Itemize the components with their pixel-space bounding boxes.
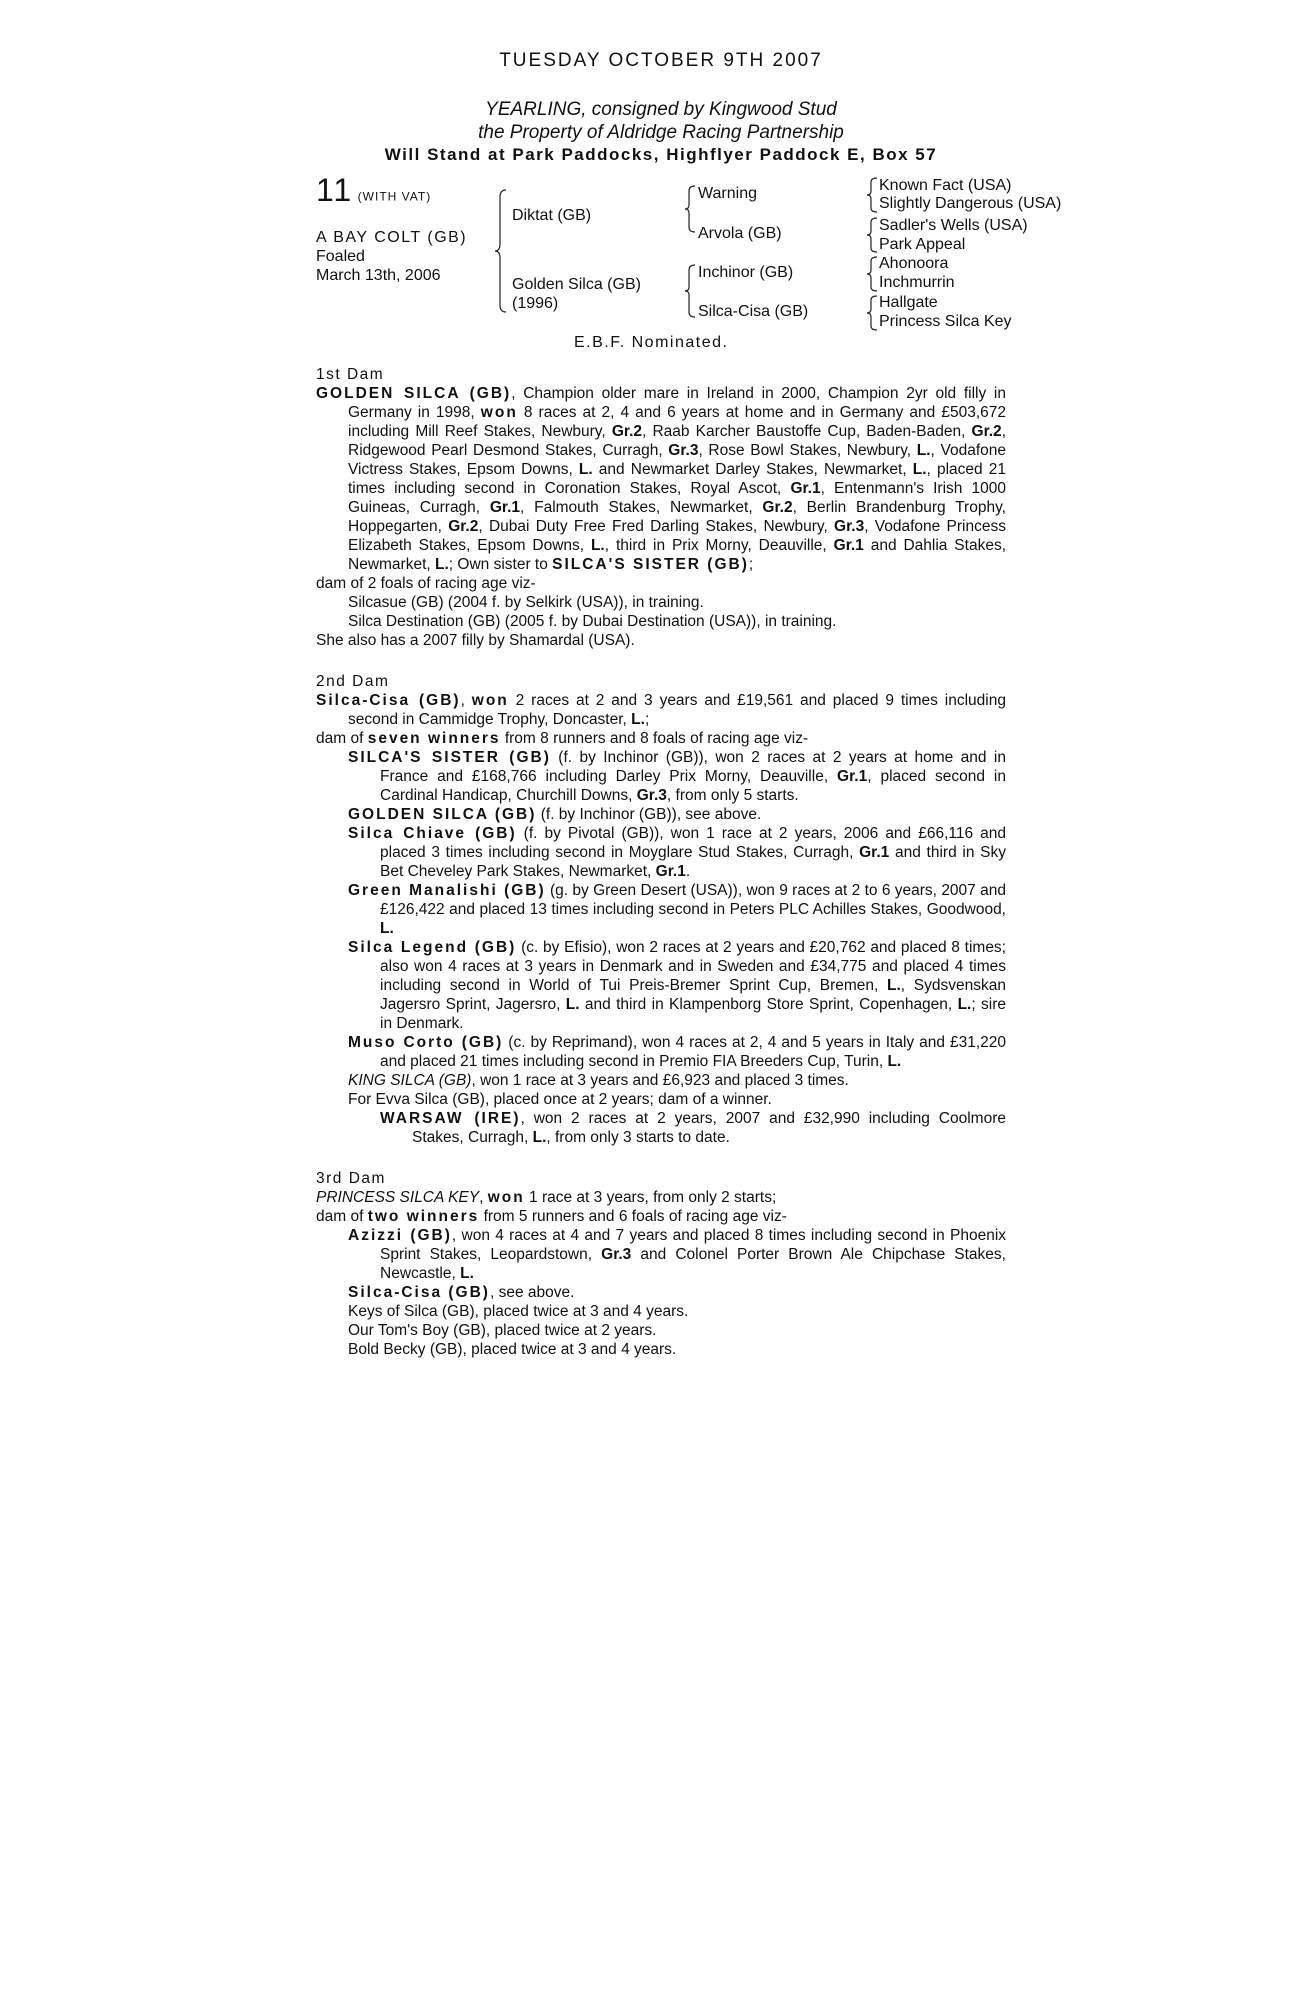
g-inchmurrin: Inchmurrin — [879, 274, 955, 291]
g-brace-3 — [866, 256, 878, 292]
g-park-appeal: Park Appeal — [879, 236, 966, 253]
g-brace-1 — [866, 177, 878, 213]
lot-number: 11 — [316, 172, 354, 208]
third-dam-entry-5: Bold Becky (GB), placed twice at 3 and 4 years. — [348, 1341, 677, 1358]
dam-dam: Silca-Cisa (GB) — [698, 303, 809, 320]
foaled-label: Foaled — [316, 248, 365, 265]
g-princess-silca-key: Princess Silca Key — [879, 313, 1012, 330]
ebf-nomination: E.B.F. Nominated. — [574, 334, 729, 351]
third-dam-heading: 3rd Dam — [316, 1170, 386, 1187]
second-dam-entry-4: Green Manalishi (GB) (g. by Green Desert (USA)), won 9 races at 2 to 6 years, 2007 and £126,422 and placed 13 times including second in Peters PLC Achilles Stakes, Goodwood, L. — [348, 882, 1006, 937]
lot-title: A BAY COLT (GB) — [316, 229, 468, 246]
first-dam-dam-of: dam of 2 foals of racing age viz- — [316, 575, 536, 592]
second-dam-dam-of: dam of seven winners from 8 runners and 8 foals of racing age viz- — [316, 730, 809, 747]
third-dam-entry-4: Our Tom's Boy (GB), placed twice at 2 years. — [348, 1322, 657, 1339]
second-dam-entry-8: For Evva Silca (GB), placed once at 2 years; dam of a winner. — [348, 1091, 772, 1108]
second-dam-heading: 2nd Dam — [316, 673, 390, 690]
third-dam-entry-1: Azizzi (GB), won 4 races at 4 and 7 years and placed 8 times including second in Phoenix Sprint Stakes, Leopardstown, Gr.3 and Colonel Porter Brown Ale Chipchase Stakes, Newcastle, L. — [348, 1227, 1007, 1282]
first-dam-heading: 1st Dam — [316, 366, 385, 383]
g-slightly-dangerous: Slightly Dangerous (USA) — [879, 195, 1062, 212]
sire-line-brace — [684, 185, 696, 233]
g-hallgate: Hallgate — [879, 294, 938, 311]
produce-record — [316, 365, 1006, 1359]
second-dam-entry-6: Muso Corto (GB) (c. by Reprimand), won 4 races at 2, 4 and 5 years in Italy and £31,220 and placed 21 times including second in Premio FIA Breeders Cup, Turin, L. — [348, 1034, 1007, 1070]
g-brace-4 — [866, 295, 878, 331]
first-dam-foal-1: Silcasue (GB) (2004 f. by Selkirk (USA)), in training. — [348, 594, 704, 611]
property-line: the Property of Aldridge Racing Partnership — [478, 122, 844, 143]
second-dam-entry-5: Silca Legend (GB) (c. by Efisio), won 2 races at 2 years and £20,762 and placed 8 times; also won 4 races at 3 years in Denmark and in Sweden and £34,775 and placed 4 times including second in World of Tui Preis-Bremer Sprint Cup, Bremen, L., Sydsvenskan Jagersro Sprint, Jagersro, L. and third in Klampenborg Store Sprint, Copenhagen, L.; sire in Denmark. — [348, 939, 1007, 1032]
third-dam-paragraph: PRINCESS SILCA KEY, won 1 race at 3 years, from only 2 starts; — [316, 1189, 777, 1206]
dam-year: (1996) — [512, 295, 559, 312]
second-dam-paragraph: Silca-Cisa (GB), won 2 races at 2 and 3 years and £19,561 and placed 9 times including second in Cammidge Trophy, Doncaster, L.; — [316, 692, 1006, 728]
third-dam-dam-of: dam of two winners from 5 runners and 6 foals of racing age viz- — [316, 1208, 787, 1225]
sire-dam: Arvola (GB) — [698, 225, 782, 242]
second-dam-entry-9: WARSAW (IRE), won 2 races at 2 years, 2007 and £32,990 including Coolmore Stakes, Curragh, L., from only 3 starts to date. — [380, 1110, 1006, 1146]
g-ahonoora: Ahonoora — [879, 255, 949, 272]
second-dam-entry-7: KING SILCA (GB), won 1 race at 3 years and £6,923 and placed 3 times. — [348, 1072, 849, 1089]
sale-date: TUESDAY OCTOBER 9TH 2007 — [499, 50, 823, 71]
dam-name: Golden Silca (GB) — [512, 276, 641, 293]
lot-heading — [316, 172, 432, 208]
dam-sire: Inchinor (GB) — [698, 264, 794, 281]
first-dam-foal-2: Silca Destination (GB) (2005 f. by Dubai Destination (USA)), in training. — [348, 613, 837, 630]
third-dam-entry-2: Silca-Cisa (GB), see above. — [348, 1284, 575, 1301]
first-dam-also: She also has a 2007 filly by Shamardal (USA). — [316, 632, 635, 649]
dam-line-brace — [684, 264, 696, 318]
pedigree-table — [316, 172, 1062, 351]
vat-note: (WITH VAT) — [357, 189, 432, 204]
consignor-line: YEARLING, consigned by Kingwood Stud — [485, 99, 837, 120]
first-dam-paragraph: GOLDEN SILCA (GB), Champion older mare in Ireland in 2000, Champion 2yr old filly in Germany in 1998, won 8 races at 2, 4 and 6 years at home and in Germany and £503,672 including Mill Reef Stakes, Newbury, Gr.2, Raab Karcher Baustoffe Cup, Baden-Baden, Gr.2, Ridgewood Pearl Desmond Stakes, Curragh, Gr.3, Rose Bowl Stakes, Newbury, L., Vodafone Victress Stakes, Epsom Downs, L. and Newmarket Darley Stakes, Newmarket, L., placed 21 times including second in Coronation Stakes, Royal Ascot, Gr.1, Entenmann's Irish 1000 Guineas, Curragh, Gr.1, Falmouth Stakes, Newmarket, Gr.2, Berlin Brandenburg Trophy, Hoppegarten, Gr.2, Dubai Duty Free Fred Darling Stakes, Newbury, Gr.3, Vodafone Princess Elizabeth Stakes, Epsom Downs, L., third in Prix Morny, Deauville, Gr.1 and Dahlia Stakes, Newmarket, L.; Own sister to SILCA'S SISTER (GB); — [316, 385, 1007, 573]
foaled-date: March 13th, 2006 — [316, 267, 441, 284]
third-dam-entry-3: Keys of Silca (GB), placed twice at 3 and 4 years. — [348, 1303, 689, 1320]
second-dam-entry-3: Silca Chiave (GB) (f. by Pivotal (GB)), won 1 race at 2 years, 2006 and £66,116 and placed 3 times including second in Moyglare Stud Stakes, Curragh, Gr.1 and third in Sky Bet Cheveley Park Stakes, Newmarket, Gr.1. — [348, 825, 1006, 880]
sire-sire: Warning — [698, 185, 757, 202]
stand-location: Will Stand at Park Paddocks, Highflyer Paddock E, Box 57 — [384, 145, 938, 164]
g-sadlers-wells: Sadler's Wells (USA) — [879, 217, 1028, 234]
second-dam-entry-1: SILCA'S SISTER (GB) (f. by Inchinor (GB)), won 2 races at 2 years at home and in France and £168,766 including Darley Prix Morny, Deauville, Gr.1, placed second in Cardinal Handicap, Churchill Downs, Gr.3, from only 5 starts. — [348, 749, 1006, 804]
second-dam-entry-2: GOLDEN SILCA (GB) (f. by Inchinor (GB)), see above. — [348, 806, 762, 823]
sire-name: Diktat (GB) — [512, 207, 592, 224]
g-known-fact: Known Fact (USA) — [879, 177, 1012, 194]
catalogue-page — [316, 48, 1062, 1359]
g-brace-2 — [866, 217, 878, 253]
sire-dam-brace — [494, 189, 508, 313]
